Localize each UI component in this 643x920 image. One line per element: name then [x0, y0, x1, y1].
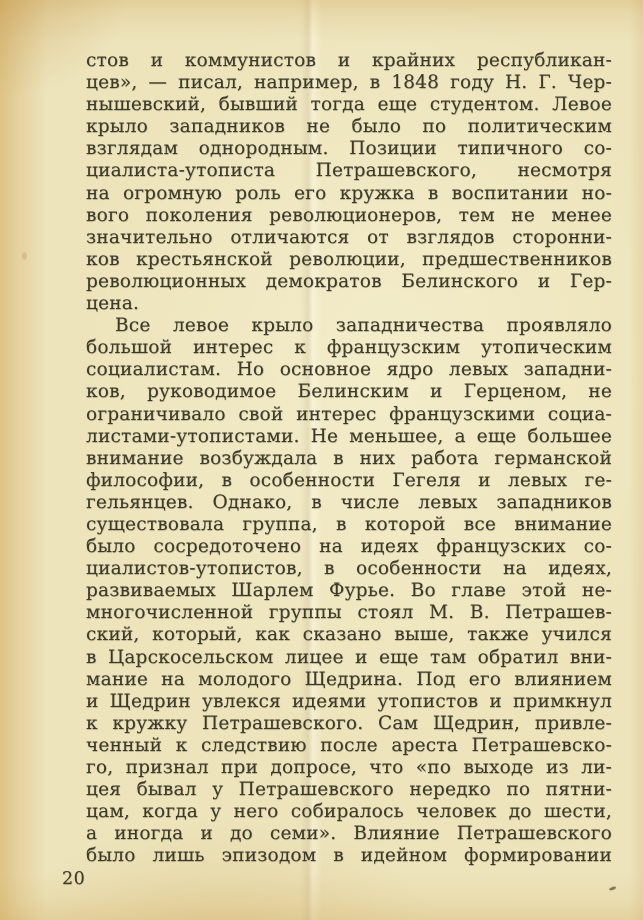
text-line: большой интерес к французским утопическим [86, 337, 612, 359]
page-number: 20 [62, 869, 86, 889]
text-line: ков, руководимое Белинским и Герценом, не [86, 381, 612, 403]
text-line: в Царскосельском лицее и еще там обратил вни- [86, 646, 612, 668]
text-line: было лишь эпизодом в идейном формировании [86, 845, 612, 867]
text-line: ков крестьянской революции, предшественников [86, 248, 612, 270]
text-line: цев», — писал, например, в 1848 году Н. Г. Чер- [86, 72, 612, 94]
text-line: значительно отличаются от взглядов сторонни- [86, 226, 612, 248]
text-line: цена. [86, 293, 140, 315]
paragraph-2 [86, 315, 612, 867]
text-line: крыло западников не было по политическим [86, 116, 612, 138]
text-line: стов и коммунистов и крайних республикан- [86, 50, 612, 71]
text-line: циалистов-утопистов, в особенности на идеях, [86, 558, 612, 580]
text-line: многочисленной группы стоял М. В. Петрашев- [86, 602, 612, 624]
text-line: революционных демократов Белинского и Гер- [86, 270, 612, 292]
text-line: внимание возбуждала в них работа германской [86, 447, 612, 469]
text-line: листами-утопистами. Не меньшее, а еще большее [86, 425, 612, 447]
text-line: циалиста-утописта Петрашевского, несмотря [86, 160, 612, 182]
text-line: было сосредоточено на идеях французских со- [86, 536, 612, 558]
text-line: мание на молодого Щедрина. Под его влиянием [86, 668, 612, 690]
text-line: гельянцев. Однако, в числе левых западников [86, 491, 612, 513]
text-line: к кружку Петрашевского. Сам Щедрин, привле- [86, 712, 612, 734]
text-line: го, признал при допросе, что «по выходе из ли- [86, 757, 612, 778]
paper-stain [22, 252, 27, 260]
text-line: цам, когда у него собиралось человек до шести, [86, 801, 612, 823]
text-line: Все левое крыло западничества проявляло [115, 315, 612, 337]
page-text-block [86, 50, 612, 867]
text-line: вого поколения революционеров, тем не менее [86, 204, 612, 226]
text-line: цея бывал у Петрашевского нередко по пятни- [86, 779, 612, 801]
text-line: философии, в особенности Гегеля и левых ге- [86, 469, 612, 491]
text-line: социалистам. Но основное ядро левых западни- [86, 359, 612, 381]
text-line: ограничивало свой интерес французскими социа- [86, 403, 612, 425]
text-line: взглядам однородным. Позиции типичного со- [86, 138, 612, 160]
text-line: развиваемых Шарлем Фурье. Во главе этой не- [86, 580, 612, 602]
text-line: на огромную роль его кружка в воспитании но- [86, 182, 612, 204]
text-line: и Щедрин увлекся идеями утопистов и примкнул [86, 690, 612, 712]
paper-fleck [609, 886, 617, 891]
text-line: ский, который, как сказано выше, также учился [86, 624, 612, 646]
text-line: ченный к следствию после ареста Петрашевско- [86, 734, 612, 756]
text-line: а иногда и до семи». Влияние Петрашевского [86, 823, 612, 845]
text-line: нышевский, бывший тогда еще студентом. Левое [86, 94, 612, 116]
paragraph-1 [86, 50, 612, 315]
text-line: существовала группа, в которой все внимание [86, 513, 612, 535]
